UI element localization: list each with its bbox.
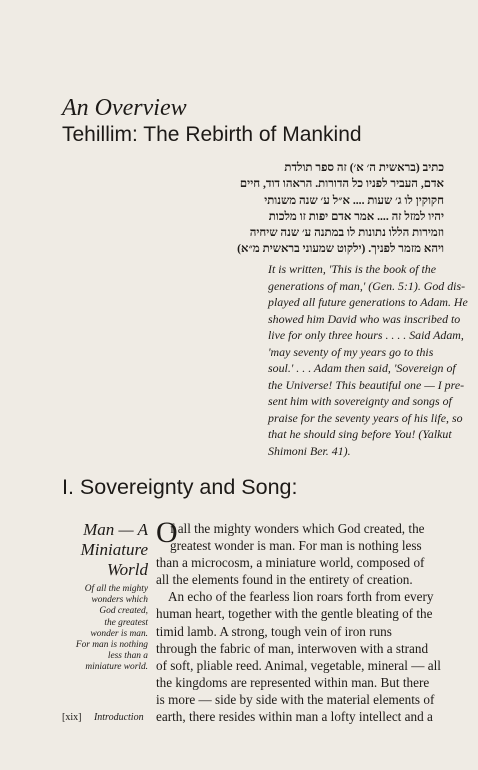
translation-line: played all future generations to Adam. He (268, 295, 468, 309)
translation-quote (268, 261, 468, 459)
translation-line: sent him with sovereignty and songs of (268, 394, 452, 408)
overview-subtitle: Tehillim: The Rebirth of Mankind (62, 123, 362, 146)
hebrew-line: ויהא מזמר לפניך. (ילקוט שמעוני בראשית מ״א) (237, 242, 444, 256)
translation-line: praise for the seventy years of his life, so (268, 410, 463, 425)
translation-line: showed him David who was inscribed to (268, 311, 461, 326)
body-line: the kingdoms are represented within man. But there (156, 674, 430, 690)
margin-note-line: less than a (107, 651, 148, 662)
body-line: An echo of the fearless lion roars forth from every (168, 589, 434, 605)
translation-line: 'may seventy of my years go to this (268, 344, 434, 359)
body-line: f all the mighty wonders which God created, the (170, 521, 425, 536)
drop-cap: O (156, 516, 178, 549)
hebrew-line: יהיו למזל זה .... אמר אדם יפות זו מלכות (268, 209, 444, 223)
hebrew-quote (237, 160, 444, 258)
body-line: timid lamb. A strong, tough vein of iron runs (156, 623, 392, 639)
section-title: I. Sovereignty and Song: (62, 475, 298, 499)
body-line: than a microcosm, a miniature world, composed of (156, 555, 425, 571)
page-number: [xix] (62, 712, 82, 723)
body-line: greatest wonder is man. For man is nothing less (170, 538, 422, 554)
hebrew-line: אדם, העביר לפניו כל הדורות. הראהו דוד, חיים (239, 177, 444, 191)
body-line: human heart, together with the gentle bleating of the (156, 606, 433, 622)
margin-heading-line: Man — A (83, 520, 148, 539)
translation-line: live for only three hours . . . . Said Adam, (268, 328, 464, 342)
running-footer-label: Introduction (93, 712, 144, 723)
translation-line: soul.' . . . Adam then said, 'Sovereign of (268, 361, 456, 375)
margin-note-line: miniature world. (85, 662, 148, 673)
body-line: all the elements found in the entirety of creation. (156, 572, 413, 588)
margin-heading-line: World (107, 560, 148, 579)
body-line: of soft, pliable reed. Animal, vegetable, mineral — all (156, 657, 441, 673)
page-footer (62, 712, 144, 724)
margin-note-line: God created, (99, 606, 148, 617)
margin-note-line: the greatest (104, 617, 148, 628)
margin-note-line: Of all the mighty (84, 584, 148, 594)
translation-line: It is written, 'This is the book of the (268, 262, 437, 276)
body-line: is more — side by side with the material elements of (156, 691, 435, 707)
overview-title: An Overview (62, 95, 187, 121)
margin-note-line: wonder is man. (90, 628, 148, 639)
translation-line: that he should sing before You! (Yalkut (268, 427, 452, 441)
translation-line: Shimoni Ber. 41). (268, 443, 351, 458)
margin-note-line: For man is nothing (75, 640, 148, 651)
hebrew-line: וזמירות הללו נתונות לו במתנה ע׳ שנה שיחיה (249, 226, 444, 240)
margin-heading (64, 520, 148, 580)
body-line: earth, there resides within man a lofty intellect and a (156, 709, 433, 725)
margin-heading-line: Miniature (80, 540, 148, 559)
translation-line: generations of man,' (Gen. 5:1). God dis- (268, 278, 466, 293)
margin-note (52, 584, 148, 674)
hebrew-line: כתיב (בראשית ה׳ א׳) זה ספר תולדת (284, 161, 444, 174)
hebrew-line: חקוקין לו ג׳ שעות .... א״ל ע׳ שנה משנותי (264, 193, 444, 207)
body-text (156, 516, 456, 725)
margin-note-line: wonders which (91, 595, 148, 606)
body-line: through the fabric of man, interwoven with a strand (156, 640, 429, 656)
translation-line: the Universe! This beautiful one — I pre- (268, 377, 465, 392)
